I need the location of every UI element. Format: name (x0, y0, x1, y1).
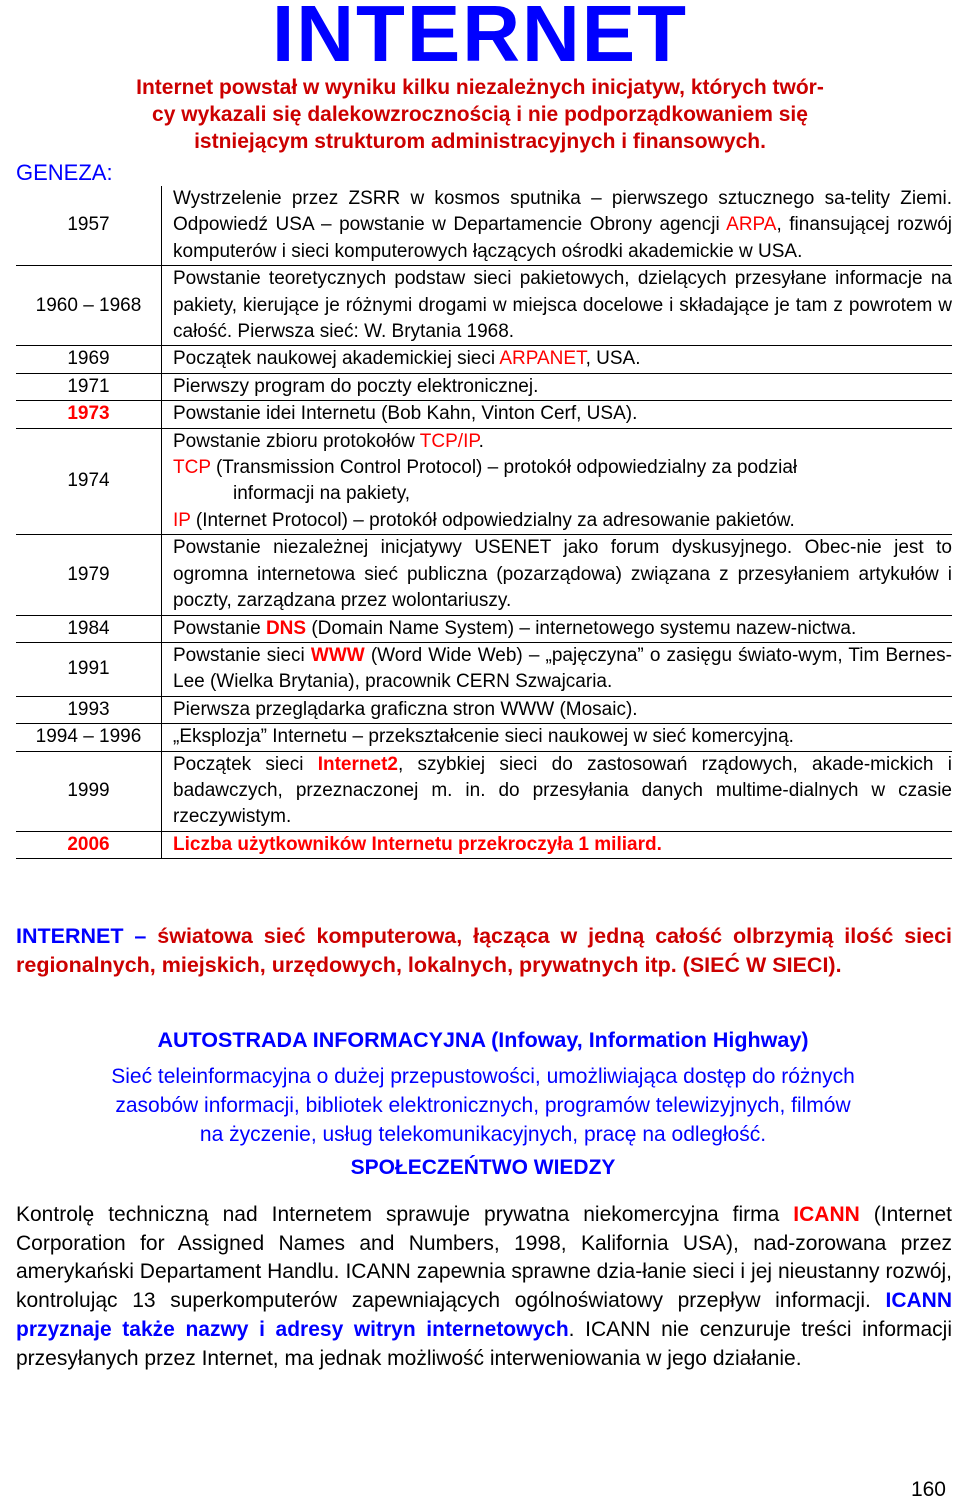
timeline-row-1999 (16, 752, 952, 832)
description-cell: Pierwszy program do poczty elektronicznej. (173, 375, 539, 397)
text: Powstanie (173, 617, 266, 639)
line (173, 429, 952, 455)
text: (Internet Protocol) – protokół odpowiedzialny za adresowanie pakietów. (190, 509, 795, 531)
highlight-text: IP (173, 509, 191, 531)
text: Powstanie sieci (173, 644, 311, 666)
autostrada-paragraph (30, 1062, 936, 1149)
timeline-row-1991 (16, 643, 952, 697)
timeline-table (16, 186, 952, 859)
year-cell: 1993 (16, 697, 162, 723)
text: . (478, 430, 484, 452)
timeline-row-1984 (16, 616, 952, 643)
highlight-text: DNS (265, 617, 307, 639)
text: (Word Wide Web) – „pajęczyna” o zasięgu świato-wym, Tim Bernes-Lee (Wielka Brytania), pracownik CERN Szwajcaria. (173, 644, 952, 693)
year-cell: 1984 (16, 616, 162, 642)
page-number: 160 (910, 1478, 946, 1501)
description-cell (162, 186, 952, 265)
intro-paragraph (60, 74, 900, 155)
description-cell: Powstanie niezależnej inicjatywy USENET jako forum dyskusyjnego. Obec-nie jest to ogromna internetowa sieć publiczna (pozarządowa) związana z przesyłaniem artykułów i poczty, zarządzana przez wolontariuszy. (173, 537, 952, 612)
year-cell: 1991 (16, 643, 162, 696)
internet-definition (16, 922, 952, 980)
autostrada-line: Sieć teleinformacyjna o dużej przepustowości, umożliwiająca dostęp do różnych (111, 1065, 855, 1088)
highlight-text: ICANN (793, 1203, 860, 1226)
year-cell: 1971 (16, 374, 162, 400)
year-cell: 1957 (16, 186, 162, 265)
intro-line: istniejącym strukturom administracyjnych i finansowych. (194, 130, 766, 153)
line (173, 455, 952, 481)
timeline-row-1971 (16, 374, 952, 401)
timeline-row-1960 (16, 266, 952, 346)
highlight-text: TCP/IP (419, 430, 479, 452)
year-cell: 1974 (16, 429, 162, 535)
text: (Internet Corporation for Assigned Names and Numbers, 1998, Kalifornia USA), nad-zorowana przez amerykański Departament Handlu. ICANN zapewnia sprawne dzia-łanie sieci i jej nieustanny rozwój, kontrolując 13 superkomputerów zapewniających ogólnoświatowy przepływ informacji. (16, 1203, 952, 1313)
text: (Transmission Control Protocol) – protokół odpowiedzialny za podział (210, 457, 798, 479)
year-cell: 1973 (16, 401, 162, 427)
page-title: INTERNET (272, 0, 688, 78)
text: Wystrzelenie przez ZSRR w kosmos sputnika – pierwszego sztucznego sa-telity Ziemi. Odpowiedź USA – powstanie w Departamencie Obrony agencji (173, 188, 952, 236)
year-cell: 1999 (16, 752, 162, 831)
timeline-row-1979 (16, 535, 952, 615)
year-cell: 1979 (16, 535, 162, 614)
timeline-row-1957 (16, 186, 952, 266)
intro-line: cy wykazali się dalekowzrocznością i nie podporządkowaniem się (152, 103, 808, 126)
text: . ICANN nie cenzuruje treści informacji przesyłanych przez Internet, ma jednak możliwość interweniowania w jego działanie. (16, 1317, 953, 1370)
year-cell: 2006 (16, 832, 162, 858)
description-cell (162, 752, 952, 831)
definition-text: światowa sieć komputerowa, łącząca w jedną całość olbrzymią ilość sieci regionalnych, miejskich, urzędowych, lokalnych, prywatnych itp. (SIEĆ W SIECI). (16, 924, 953, 977)
intro-line: Internet powstał w wyniku kilku niezależnych inicjatyw, których twór- (136, 76, 824, 99)
highlight-text: WWW (310, 644, 365, 666)
highlight-text: ARPANET (499, 348, 586, 370)
autostrada-line: na życzenie, usług telekomunikacyjnych, pracę na odległość. (199, 1123, 767, 1146)
description-cell (162, 346, 952, 372)
description-cell: Powstanie idei Internetu (Bob Kahn, Vinton Cerf, USA). (173, 403, 638, 425)
line: informacji na pakiety, (233, 483, 411, 505)
text: , szybkiej sieci do zastosowań rządowych, akade-mickich i badawczych, przeznaczonej m. in. do przesyłania danych multime-dialnych w czasie rzeczywistym. (173, 753, 952, 828)
timeline-row-1993 (16, 697, 952, 724)
line (173, 508, 952, 534)
icann-paragraph (16, 1201, 952, 1373)
description-cell: „Eksplozja” Internetu – przekształcenie sieci naukowej w sieć komercyjną. (173, 726, 794, 748)
timeline-row-1969 (16, 346, 952, 373)
autostrada-line: zasobów informacji, bibliotek elektronicznych, programów telewizyjnych, filmów (115, 1094, 851, 1117)
text: Kontrolę techniczną nad Internetem sprawuje prywatna niekomercyjna firma (16, 1203, 794, 1226)
highlight-text: ICANN przyznaje także nazwy i adresy witryn internetowych (16, 1289, 952, 1341)
description-cell (162, 429, 952, 535)
definition-term: INTERNET (16, 924, 124, 948)
text: Początek sieci (173, 753, 318, 775)
geneza-heading: GENEZA: (16, 160, 113, 185)
description-cell (162, 643, 952, 696)
highlight-text: Internet2 (317, 753, 398, 775)
highlight-text: TCP (173, 457, 211, 479)
description-cell: Liczba użytkowników Internetu przekroczyła 1 miliard. (173, 833, 662, 855)
highlight-text: ARPA (726, 214, 777, 236)
description-cell: Pierwsza przeglądarka graficzna stron WWW (Mosaic). (173, 698, 638, 720)
autostrada-heading: AUTOSTRADA INFORMACYJNA (Infoway, Information Highway) (157, 1028, 809, 1052)
description-cell (162, 616, 952, 642)
description-cell: Powstanie teoretycznych podstaw sieci pakietowych, dzielących przesyłane informacje na pakiety, kierujące je różnymi drogami w miejsca docelowe i składające je tam z powrotem w całość. Pierwsza sieć: W. Brytania 1968. (173, 268, 952, 343)
year-cell: 1969 (16, 346, 162, 372)
text: , finansującej rozwój komputerów i sieci komputerowych łączących ośrodki akademickie w USA. (173, 214, 952, 262)
text: (Domain Name System) – internetowego systemu nazew-nictwa. (306, 617, 857, 639)
text: Początek naukowej akademickiej sieci (173, 348, 500, 370)
timeline-row-1973 (16, 401, 952, 428)
timeline-row-1974 (16, 429, 952, 536)
text: Powstanie zbioru protokołów (173, 430, 420, 452)
timeline-row-2006 (16, 832, 952, 859)
knowledge-society-heading: SPOŁECZEŃTWO WIEDZY (350, 1156, 616, 1179)
year-cell: 1994 – 1996 (16, 724, 162, 750)
text: , USA. (585, 348, 641, 370)
timeline-row-1994 (16, 724, 952, 751)
year-cell: 1960 – 1968 (16, 266, 162, 345)
dash: – (123, 924, 158, 948)
